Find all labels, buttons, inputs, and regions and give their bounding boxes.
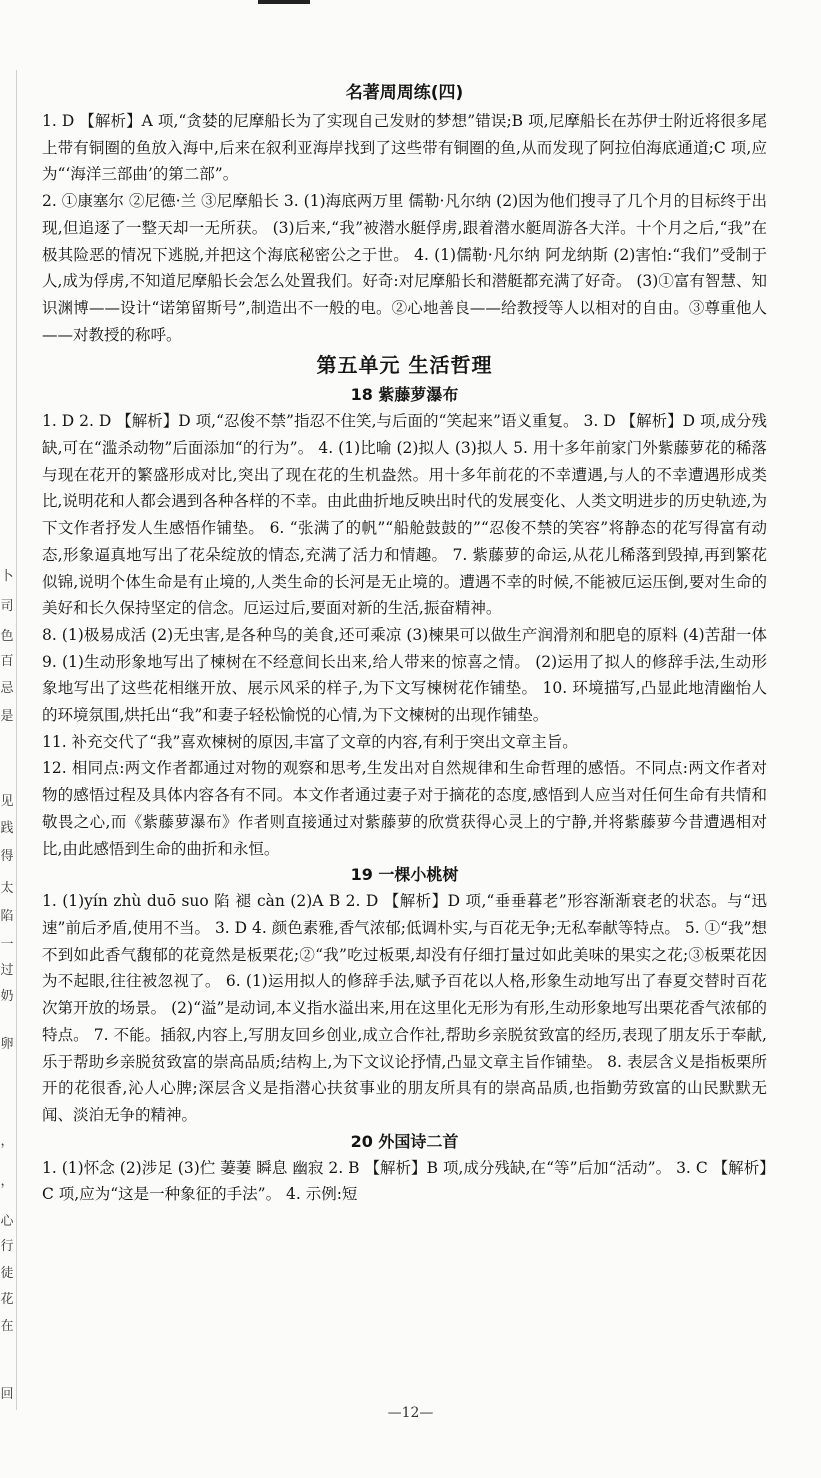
bleed-char: 忌 xyxy=(0,681,14,696)
answer-paragraph: 2. ①康塞尔 ②尼德·兰 ③尼摩船长 3. (1)海底两万里 儒勒·凡尔纳 (2)因为他们搜寻了几个月的目标终于出现,但追逐了一整天却一无所获。 (3)后来,“我”被潜水艇俘虏,跟着潜水艇周游各大洋。十个月之后,“我”在极其险恶的情况下逃脱,并把这个海底秘密公之于世。 4. (1)儒勒·凡尔纳 阿龙纳斯 (2)害怕:“我们”受制于人,成为俘虏,不知道尼摩船长会怎么处置我们。好奇:对尼摩船长和潜艇都充满了好奇。 (3)①富有智慧、知识渊博——设计“诺第留斯号”,制造出不一般的电。②心地善良——给教授等人以相对的自由。③尊重他人——对教授的称呼。 xyxy=(42,192,767,344)
bleed-char: 徒 xyxy=(0,1266,14,1281)
answer-paragraph: 12. 相同点:两文作者都通过对物的观察和思考,生发出对自然规律和生命哲理的感悟。不同点:两文作者对物的感悟过程及具体内容各有不同。本文作者通过妻子对于摘花的态度,感悟到人应当对任何生命有共情和敬畏之心,而《紫藤萝瀑布》作者则直接通过对紫藤萝的欣赏获得心灵上的宁静,并将紫藤萝今昔遭遇相对比,由此感悟到生命的曲折和永恒。 xyxy=(42,759,767,858)
bleed-char: 见 xyxy=(0,794,14,809)
bleed-char: 太 xyxy=(0,881,14,896)
bleed-char: 百 xyxy=(0,654,14,669)
top-edge-mark xyxy=(258,0,310,4)
bleed-char: 陷 xyxy=(0,909,14,924)
bleed-char: 得 xyxy=(0,849,14,864)
lesson-title: 18 紫藤萝瀑布 xyxy=(350,385,459,405)
left-margin-bleed xyxy=(0,70,17,1410)
answer-paragraph: 1. (1)yín zhù duō suo 陷 褪 càn (2)A B 2. D 【解析】D 项,“垂垂暮老”形容渐渐衰老的状态。与“迅速”前后矛盾,使用不当。 3. D 4. 颜色素雅,香气浓郁;低调朴实,与百花无争;无私奉献等特点。 5. ①“我”想不到如此香气馥郁的花竟然是板栗花;②“我”吃过板栗,却没有仔细打量过如此美味的果实之花;③板栗花因为不起眼,往往被忽视了。 6. (1)运用拟人的修辞手法,赋予百花以人格,形象生动地写出了春夏交替时百花次第开放的场景。 (2)“溢”是动词,本义指水溢出来,用在这里化无形为有形,生动形象地写出栗花香气浓郁的特点。 7. 不能。插叙,内容上,写朋友回乡创业,成立合作社,帮助乡亲脱贫致富的经历,表现了朋友乐于奉献,乐于帮助乡亲脱贫致富的崇高品质;结构上,为下文议论抒情,凸显文章主旨作铺垫。 8. 表层含义是指板栗所开的花很香,沁人心脾;深层含义是指潜心扶贫事业的朋友所具有的崇高品质,也指勤劳致富的山民默默无闻、淡泊无争的精神。 xyxy=(42,892,767,1124)
bleed-char: 是 xyxy=(0,709,14,724)
answer-paragraph: 1. (1)怀念 (2)涉足 (3)伫 萋萋 瞬息 幽寂 2. B 【解析】B 项,成分残缺,在“等”后加“活动”。 3. C 【解析】C 项,应为“这是一种象征的手法”。 4. 示例:短 xyxy=(42,1158,767,1204)
bleed-char: 司 xyxy=(0,599,14,614)
bleed-char: 过 xyxy=(0,963,14,978)
answer-paragraph: 11. 补充交代了“我”喜欢楝树的原因,丰富了文章的内容,有利于突出文章主旨。 xyxy=(42,732,578,751)
bleed-char: 心 xyxy=(0,1214,14,1229)
unit-title: 第五单元 生活哲理 xyxy=(316,353,493,378)
answer-paragraph: 8. (1)极易成活 (2)无虫害,是各种鸟的美食,还可乘凉 (3)楝果可以做生产润滑剂和肥皂的原料 (4)苦甜一体 9. (1)生动形象地写出了楝树在不经意间长出来,给人带来的惊喜之情。 (2)运用了拟人的修辞手法,生动形象地写出了这些花相继开放、展示风采的样子,为下文写楝树花作铺垫。 10. 环境描写,凸显此地清幽怡人的环境氛围,烘托出“我”和妻子轻松愉悦的心情,为下文楝树的出现作铺垫。 xyxy=(42,625,767,725)
bleed-char: 一 xyxy=(0,937,14,952)
bleed-char: 在 xyxy=(0,1319,14,1334)
lesson-title: 19 一棵小桃树 xyxy=(350,865,459,885)
bleed-char: 卜 xyxy=(0,569,14,584)
bleed-char: 回 xyxy=(0,1387,14,1402)
answer-content xyxy=(42,78,767,1208)
section-title: 名著周周练(四) xyxy=(345,83,464,103)
bleed-char: 卵 xyxy=(0,1037,14,1052)
bleed-char: ， xyxy=(0,1174,14,1189)
answer-paragraph: 1. D 【解析】A 项,“贪婪的尼摩船长为了实现自己发财的梦想”错误;B 项,尼摩船长在苏伊士附近将很多尾上带有铜圈的鱼放入海中,后来在叙利亚海岸找到了这些带有铜圈的鱼,从而发现了阿拉伯海底通道;C 项,应为“‘海洋三部曲’的第二部”。 xyxy=(42,112,767,184)
bleed-char: ， xyxy=(0,1134,14,1149)
answer-paragraph: 1. D 2. D 【解析】D 项,“忍俊不禁”指忍不住笑,与后面的“笑起来”语义重复。 3. D 【解析】D 项,成分残缺,可在“滥杀动物”后面添加“的行为”。 4. (1)比喻 (2)拟人 (3)拟人 5. 用十多年前家门外紫藤萝花的稀落与现在花开的繁盛形成对比,突出了现在花的生机盎然。用十多年前花的不幸遭遇,与人的不幸遭遇形成类比,说明花和人都会遇到各种各样的不幸。由此曲折地反映出时代的发展变化、人类文明进步的历史轨迹,为下文作者抒发人生感悟作铺垫。 6. “张满了的帆”“船舱鼓鼓的”“忍俊不禁的笑容”将静态的花写得富有动态,形象逼真地写出了花朵绽放的情态,充满了活力和情趣。 7. 紫藤萝的命运,从花儿稀落到毁掉,再到繁花似锦,说明个体生命是有止境的,人类生命的长河是无止境的。遭遇不幸的时候,不能被厄运压倒,要对生命的美好和长久保持坚定的信念。厄运过后,要面对新的生活,振奋精神。 xyxy=(42,412,767,618)
bleed-char: 花 xyxy=(0,1292,14,1307)
bleed-char: 践 xyxy=(0,821,14,836)
page-number: —12— xyxy=(387,1405,434,1421)
lesson-title: 20 外国诗二首 xyxy=(350,1131,459,1151)
bleed-char: 行 xyxy=(0,1239,14,1254)
bleed-char: 奶 xyxy=(0,989,14,1004)
bleed-char: 色 xyxy=(0,629,14,644)
